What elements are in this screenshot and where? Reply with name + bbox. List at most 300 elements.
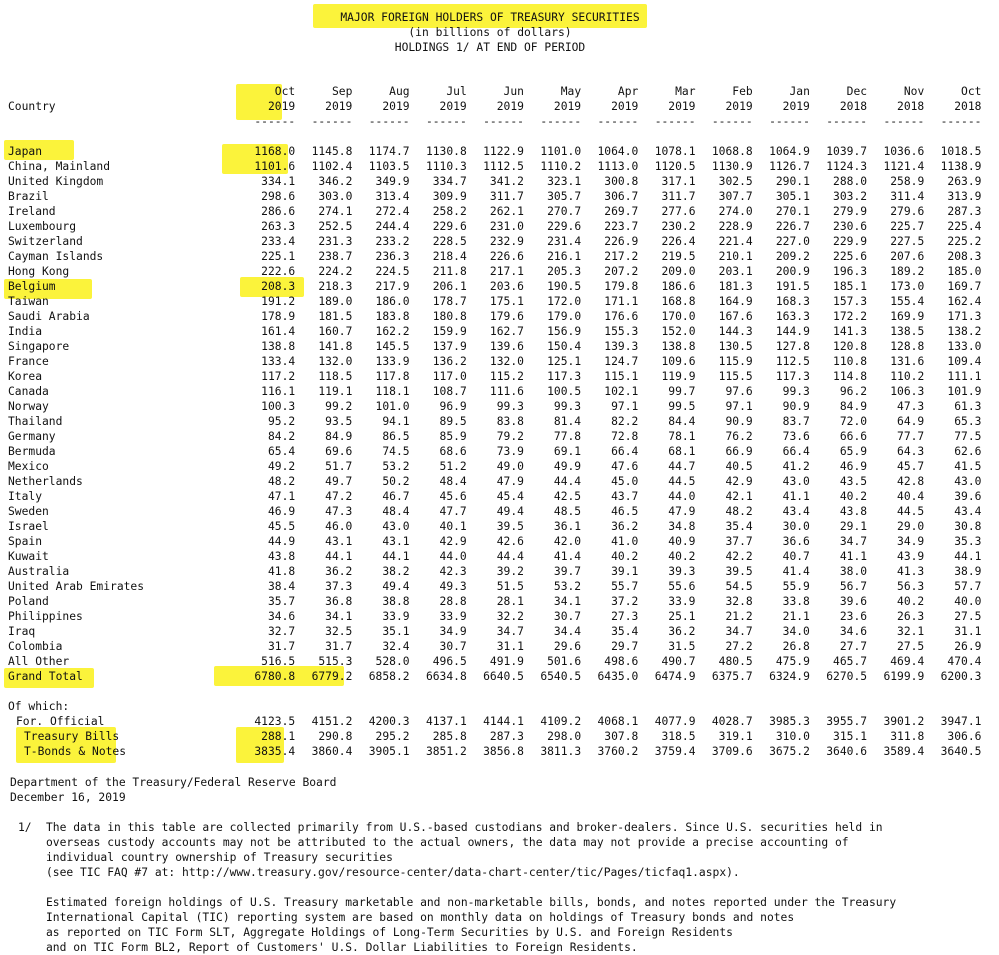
- table-row: [8, 324, 981, 339]
- value-cell: 311.4: [890, 190, 925, 203]
- value-cell: 4151.2: [311, 715, 353, 728]
- value-cell: 475.9: [775, 655, 810, 668]
- value-cell: 110.8: [833, 355, 868, 368]
- para2-line-2: International Capital (TIC) reporting system are based on monthly data on holdings of Treasury bonds and notes: [46, 911, 795, 924]
- value-cell: 178.7: [432, 295, 467, 308]
- value-cell: 47.2: [325, 490, 353, 503]
- value-cell: 73.9: [496, 445, 524, 458]
- value-cell: 26.8: [782, 640, 810, 653]
- value-cell: 1110.2: [540, 160, 582, 173]
- value-cell: 217.1: [489, 265, 524, 278]
- value-cell: 40.2: [897, 595, 925, 608]
- value-cell: 229.6: [432, 220, 467, 233]
- value-cell: 39.3: [668, 565, 696, 578]
- value-cell: 1101.6: [254, 160, 296, 173]
- column-year: 2018: [954, 100, 982, 113]
- column-country-label: Country: [8, 100, 56, 113]
- column-dash: ------: [597, 115, 639, 128]
- value-cell: 43.9: [897, 550, 925, 563]
- value-cell: 33.8: [782, 595, 810, 608]
- table-row: [8, 414, 981, 429]
- value-cell: 3947.1: [940, 715, 982, 728]
- value-cell: 161.4: [261, 325, 296, 338]
- value-cell: 205.3: [547, 265, 582, 278]
- value-cell: 150.4: [547, 340, 582, 353]
- value-cell: 47.3: [325, 505, 353, 518]
- value-cell: 27.3: [611, 610, 639, 623]
- value-cell: 55.9: [782, 580, 810, 593]
- value-cell: 181.3: [718, 280, 753, 293]
- value-cell: 3640.5: [940, 745, 982, 758]
- value-cell: 189.0: [318, 295, 353, 308]
- value-cell: 27.2: [725, 640, 753, 653]
- value-cell: 190.5: [547, 280, 582, 293]
- column-dash: ------: [540, 115, 582, 128]
- value-cell: 68.1: [668, 445, 696, 458]
- country-name: Thailand: [8, 415, 63, 428]
- value-cell: 6474.9: [654, 670, 696, 683]
- value-cell: 117.3: [775, 370, 810, 383]
- value-cell: 3860.4: [311, 745, 353, 758]
- column-year: 2019: [382, 100, 410, 113]
- value-cell: 117.8: [375, 370, 410, 383]
- value-cell: 64.3: [897, 445, 925, 458]
- value-cell: 53.2: [382, 460, 410, 473]
- value-cell: 209.2: [775, 250, 810, 263]
- value-cell: 49.0: [496, 460, 524, 473]
- table-row: [8, 309, 981, 324]
- value-cell: 224.2: [318, 265, 353, 278]
- value-cell: 230.6: [833, 220, 868, 233]
- value-cell: 29.7: [611, 640, 639, 653]
- value-cell: 498.6: [604, 655, 639, 668]
- table-row: [8, 609, 981, 624]
- value-cell: 106.3: [890, 385, 925, 398]
- value-cell: 4123.5: [254, 715, 296, 728]
- header-dash-row: [8, 114, 981, 129]
- value-cell: 37.3: [325, 580, 353, 593]
- value-cell: 144.3: [718, 325, 753, 338]
- value-cell: 191.2: [261, 295, 296, 308]
- value-cell: 42.9: [439, 535, 467, 548]
- value-cell: 162.7: [489, 325, 524, 338]
- value-cell: 6375.7: [711, 670, 753, 683]
- value-cell: 99.2: [325, 400, 353, 413]
- value-cell: 39.5: [496, 520, 524, 533]
- value-cell: 40.9: [668, 535, 696, 548]
- value-cell: 45.7: [897, 460, 925, 473]
- value-cell: 469.4: [890, 655, 925, 668]
- value-cell: 306.7: [604, 190, 639, 203]
- value-cell: 6199.9: [883, 670, 925, 683]
- value-cell: 25.1: [668, 610, 696, 623]
- column-month: Aug: [389, 85, 410, 98]
- value-cell: 189.2: [890, 265, 925, 278]
- value-cell: 42.3: [439, 565, 467, 578]
- value-cell: 101.9: [947, 385, 982, 398]
- value-cell: 48.4: [439, 475, 467, 488]
- value-cell: 171.1: [604, 295, 639, 308]
- value-cell: 162.4: [947, 295, 982, 308]
- country-name: Mexico: [8, 460, 49, 473]
- value-cell: 44.4: [553, 475, 582, 488]
- value-cell: 44.9: [267, 535, 296, 548]
- value-cell: 138.8: [661, 340, 696, 353]
- value-cell: 37.7: [725, 535, 753, 548]
- value-cell: 305.1: [775, 190, 810, 203]
- value-cell: 3675.2: [769, 745, 810, 758]
- value-cell: 32.2: [496, 610, 524, 623]
- value-cell: 196.3: [833, 265, 868, 278]
- value-cell: 309.9: [432, 190, 467, 203]
- value-cell: 34.6: [267, 610, 296, 623]
- value-cell: 32.5: [325, 625, 353, 638]
- value-cell: 43.8: [267, 550, 296, 563]
- value-cell: 43.0: [382, 520, 410, 533]
- value-cell: 225.4: [947, 220, 982, 233]
- para2-line-3: as reported on TIC Form SLT, Aggregate Holdings of Long-Term Securities by U.S. and Foreign Residents: [46, 926, 733, 939]
- value-cell: 56.3: [897, 580, 925, 593]
- value-cell: 171.3: [947, 310, 982, 323]
- value-cell: 43.5: [839, 475, 868, 488]
- value-cell: 109.6: [661, 355, 696, 368]
- value-cell: 303.0: [318, 190, 353, 203]
- table-row: [8, 219, 981, 234]
- value-cell: 31.7: [325, 640, 353, 653]
- column-year: 2019: [782, 100, 810, 113]
- value-cell: 3640.6: [826, 745, 868, 758]
- value-cell: 34.7: [496, 625, 524, 638]
- of-which-table-row: [8, 729, 981, 744]
- value-cell: 3811.3: [540, 745, 582, 758]
- value-cell: 222.6: [261, 265, 296, 278]
- value-cell: 46.0: [325, 520, 353, 533]
- value-cell: 40.5: [725, 460, 753, 473]
- value-cell: 55.6: [668, 580, 696, 593]
- value-cell: 41.3: [897, 565, 925, 578]
- para2-line-1: Estimated foreign holdings of U.S. Treasury marketable and non-marketable bills, bonds, and notes reported under the Treasury: [46, 896, 897, 909]
- country-name: Korea: [8, 370, 43, 383]
- value-cell: 34.9: [439, 625, 467, 638]
- value-cell: 172.2: [833, 310, 868, 323]
- value-cell: 42.2: [725, 550, 753, 563]
- column-month: Jan: [789, 85, 810, 98]
- value-cell: 41.8: [267, 565, 296, 578]
- value-cell: 226.6: [489, 250, 524, 263]
- table-row: [8, 399, 981, 414]
- value-cell: 97.6: [725, 385, 753, 398]
- value-cell: 6270.5: [826, 670, 868, 683]
- value-cell: 35.4: [611, 625, 639, 638]
- column-dash: ------: [483, 115, 524, 128]
- value-cell: 132.0: [489, 355, 524, 368]
- value-cell: 50.2: [382, 475, 410, 488]
- blank-row-2: [8, 684, 981, 699]
- value-cell: 77.8: [553, 430, 582, 443]
- value-cell: 35.4: [725, 520, 753, 533]
- value-cell: 48.2: [267, 475, 296, 488]
- value-cell: 116.1: [261, 385, 296, 398]
- column-month: Dec: [846, 85, 868, 98]
- value-cell: 38.8: [382, 595, 410, 608]
- value-cell: 69.1: [553, 445, 582, 458]
- value-cell: 176.6: [604, 310, 639, 323]
- country-name: Netherlands: [8, 475, 83, 488]
- value-cell: 48.2: [725, 505, 753, 518]
- value-cell: 238.7: [318, 250, 353, 263]
- value-cell: 1064.9: [769, 145, 810, 158]
- value-cell: 68.6: [439, 445, 467, 458]
- value-cell: 168.8: [661, 295, 696, 308]
- table-row: [8, 549, 981, 564]
- column-dash: ------: [254, 115, 296, 128]
- value-cell: 1124.3: [826, 160, 868, 173]
- of-which-table-row: [8, 744, 981, 759]
- value-cell: 133.4: [261, 355, 296, 368]
- value-cell: 138.2: [947, 325, 982, 338]
- value-cell: 346.2: [318, 175, 353, 188]
- value-cell: 39.6: [839, 595, 868, 608]
- value-cell: 490.7: [661, 655, 696, 668]
- value-cell: 44.1: [325, 550, 353, 563]
- column-month: Oct: [274, 85, 296, 98]
- value-cell: 317.1: [661, 175, 696, 188]
- value-cell: 6858.2: [368, 670, 410, 683]
- value-cell: 84.2: [267, 430, 296, 443]
- header-spacer: [8, 84, 238, 99]
- value-cell: 115.5: [718, 370, 753, 383]
- value-cell: 311.7: [489, 190, 524, 203]
- value-cell: 206.1: [432, 280, 467, 293]
- value-cell: 53.2: [553, 580, 582, 593]
- value-cell: 61.3: [954, 400, 982, 413]
- holdings-table: [8, 84, 981, 759]
- value-cell: 218.4: [432, 250, 467, 263]
- column-dash: ------: [654, 115, 696, 128]
- value-cell: 33.9: [439, 610, 467, 623]
- value-cell: 99.3: [782, 385, 810, 398]
- blank-cell: [8, 684, 238, 699]
- country-name: Bermuda: [8, 445, 56, 458]
- value-cell: 42.5: [553, 490, 582, 503]
- value-cell: 288.1: [261, 730, 296, 743]
- country-name: Grand Total: [8, 670, 83, 683]
- value-cell: 156.9: [547, 325, 582, 338]
- value-cell: 66.4: [611, 445, 639, 458]
- value-cell: 99.7: [668, 385, 696, 398]
- table-row: [8, 354, 981, 369]
- value-cell: 42.0: [553, 535, 582, 548]
- value-cell: 34.4: [553, 625, 582, 638]
- value-cell: 99.3: [496, 400, 524, 413]
- value-cell: 224.5: [375, 265, 410, 278]
- value-cell: 40.4: [897, 490, 925, 503]
- value-cell: 1122.9: [483, 145, 524, 158]
- value-cell: 290.1: [775, 175, 810, 188]
- value-cell: 127.8: [775, 340, 810, 353]
- value-cell: 228.5: [432, 235, 467, 248]
- value-cell: 117.3: [547, 370, 582, 383]
- blank-row: [8, 129, 981, 144]
- value-cell: 305.7: [547, 190, 582, 203]
- blank-cell: [8, 129, 238, 144]
- value-cell: 51.7: [325, 460, 353, 473]
- value-cell: 36.2: [325, 565, 353, 578]
- country-name: Taiwan: [8, 295, 49, 308]
- table-row: [8, 594, 981, 609]
- value-cell: 34.9: [897, 535, 925, 548]
- value-cell: 470.4: [947, 655, 982, 668]
- table-row: [8, 564, 981, 579]
- country-name: Israel: [8, 520, 49, 533]
- value-cell: 111.6: [489, 385, 524, 398]
- value-cell: 279.6: [890, 205, 925, 218]
- value-cell: 141.8: [318, 340, 353, 353]
- value-cell: 30.7: [553, 610, 582, 623]
- value-cell: 29.0: [897, 520, 925, 533]
- value-cell: 180.8: [432, 310, 467, 323]
- value-cell: 3901.2: [883, 715, 925, 728]
- value-cell: 225.2: [947, 235, 982, 248]
- value-cell: 274.0: [718, 205, 753, 218]
- value-cell: 313.9: [947, 190, 982, 203]
- table-row: [8, 294, 981, 309]
- value-cell: 43.4: [782, 505, 810, 518]
- value-cell: 44.5: [897, 505, 925, 518]
- column-dash: ------: [425, 115, 467, 128]
- value-cell: 341.2: [489, 175, 524, 188]
- value-cell: 217.9: [375, 280, 410, 293]
- value-cell: 287.3: [947, 205, 982, 218]
- value-cell: 4200.3: [368, 715, 410, 728]
- value-cell: 319.1: [718, 730, 753, 743]
- value-cell: 4077.9: [654, 715, 696, 728]
- value-cell: 99.3: [553, 400, 582, 413]
- value-cell: 115.1: [604, 370, 639, 383]
- value-cell: 231.0: [489, 220, 524, 233]
- value-cell: 43.0: [954, 475, 982, 488]
- value-cell: 114.8: [833, 370, 868, 383]
- country-name: United Arab Emirates: [8, 580, 145, 593]
- value-cell: 298.0: [547, 730, 582, 743]
- value-cell: 3759.4: [654, 745, 696, 758]
- value-cell: 117.2: [261, 370, 296, 383]
- value-cell: 42.8: [897, 475, 925, 488]
- value-cell: 1130.9: [711, 160, 753, 173]
- value-cell: 43.7: [611, 490, 639, 503]
- column-year: 2019: [496, 100, 524, 113]
- value-cell: 40.1: [439, 520, 467, 533]
- value-cell: 41.1: [839, 550, 868, 563]
- value-cell: 191.5: [775, 280, 810, 293]
- value-cell: 28.1: [496, 595, 524, 608]
- value-cell: 37.2: [611, 595, 639, 608]
- dash-spacer: [8, 114, 238, 129]
- value-cell: 45.4: [496, 490, 524, 503]
- value-cell: 160.7: [318, 325, 353, 338]
- value-cell: 54.5: [725, 580, 753, 593]
- country-name: China, Mainland: [8, 160, 111, 173]
- value-cell: 137.9: [432, 340, 467, 353]
- value-cell: 175.1: [489, 295, 524, 308]
- table-row: [8, 474, 981, 489]
- value-cell: 45.6: [439, 490, 467, 503]
- country-name: Colombia: [8, 640, 63, 653]
- value-cell: 119.1: [318, 385, 353, 398]
- value-cell: 307.7: [718, 190, 753, 203]
- value-cell: 100.3: [261, 400, 296, 413]
- note-marker: 1/: [18, 821, 32, 834]
- value-cell: 207.2: [604, 265, 639, 278]
- value-cell: 34.7: [839, 535, 868, 548]
- value-cell: 41.2: [782, 460, 810, 473]
- of-which-name: Treasury Bills: [24, 730, 120, 743]
- value-cell: 110.2: [890, 370, 925, 383]
- table-row: [8, 384, 981, 399]
- value-cell: 145.5: [375, 340, 410, 353]
- value-cell: 6200.3: [940, 670, 982, 683]
- value-cell: 44.4: [496, 550, 524, 563]
- value-cell: 120.8: [833, 340, 868, 353]
- column-dash: ------: [311, 115, 353, 128]
- value-cell: 1102.4: [311, 160, 353, 173]
- value-cell: 46.9: [839, 460, 868, 473]
- value-cell: 263.9: [947, 175, 982, 188]
- value-cell: 45.5: [267, 520, 296, 533]
- column-year: 2019: [553, 100, 582, 113]
- value-cell: 44.0: [439, 550, 467, 563]
- column-year: 2018: [839, 100, 868, 113]
- table-row: [8, 339, 981, 354]
- value-cell: 1138.9: [940, 160, 982, 173]
- column-year: 2019: [725, 100, 753, 113]
- country-name: Ireland: [8, 205, 56, 218]
- value-cell: 211.8: [432, 265, 467, 278]
- value-cell: 480.5: [718, 655, 753, 668]
- value-cell: 132.0: [318, 355, 353, 368]
- value-cell: 306.6: [947, 730, 982, 743]
- value-cell: 89.5: [439, 415, 467, 428]
- value-cell: 42.6: [496, 535, 524, 548]
- value-cell: 47.3: [897, 400, 925, 413]
- value-cell: 45.0: [611, 475, 639, 488]
- table-row: [8, 504, 981, 519]
- value-cell: 49.2: [267, 460, 296, 473]
- value-cell: 125.1: [547, 355, 582, 368]
- value-cell: 112.5: [775, 355, 810, 368]
- table-row: [8, 519, 981, 534]
- value-cell: 36.2: [668, 625, 696, 638]
- value-cell: 93.5: [325, 415, 353, 428]
- value-cell: 163.3: [775, 310, 810, 323]
- note-line-1: The data in this table are collected primarily from U.S.-based custodians and broker-dealers. Since U.S. securities held in: [46, 821, 883, 834]
- value-cell: 334.7: [432, 175, 467, 188]
- value-cell: 223.7: [604, 220, 639, 233]
- value-cell: 31.1: [954, 625, 982, 638]
- table-row: [8, 279, 981, 294]
- value-cell: 334.1: [261, 175, 296, 188]
- value-cell: 66.9: [725, 445, 753, 458]
- value-cell: 32.1: [897, 625, 925, 638]
- value-cell: 40.0: [954, 595, 982, 608]
- table-row: [8, 159, 981, 174]
- value-cell: 226.7: [775, 220, 810, 233]
- value-cell: 119.9: [661, 370, 696, 383]
- value-cell: 21.1: [782, 610, 810, 623]
- value-cell: 515.3: [318, 655, 353, 668]
- value-cell: 39.6: [954, 490, 982, 503]
- value-cell: 43.1: [325, 535, 353, 548]
